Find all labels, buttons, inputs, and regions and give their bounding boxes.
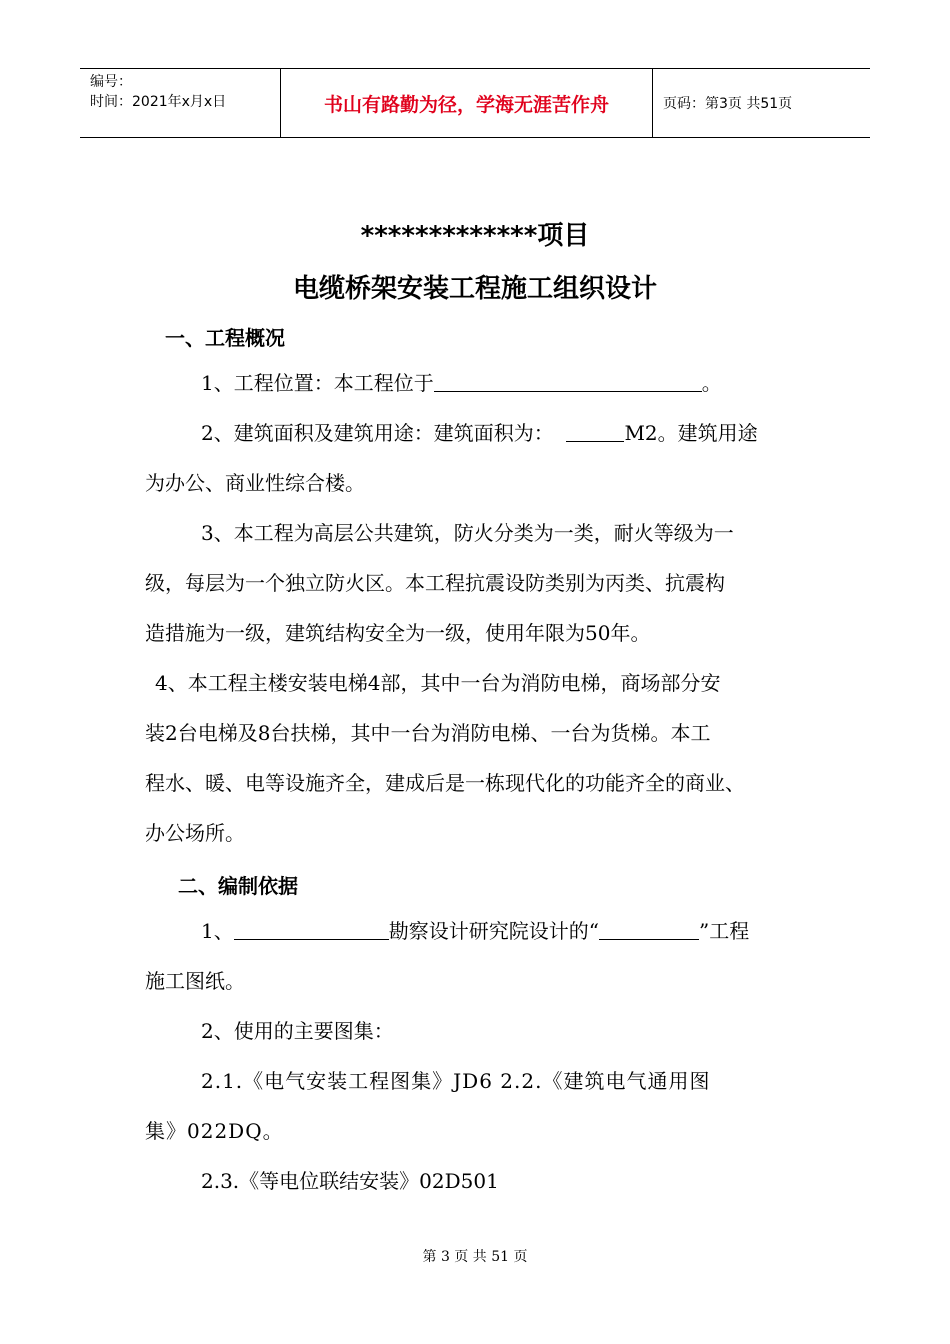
text: M2。建筑用途 bbox=[624, 421, 758, 445]
blank-underline bbox=[566, 419, 624, 442]
header-page-info: 页码：第3页 共51页 bbox=[663, 96, 793, 112]
paragraph-location bbox=[145, 358, 815, 408]
text: 。 bbox=[701, 371, 722, 395]
paragraph-atlas-list bbox=[145, 1056, 815, 1156]
text: 造措施为一级，建筑结构安全为一级，使用年限为50年。 bbox=[145, 621, 651, 645]
text: 办公场所。 bbox=[145, 821, 245, 845]
text: 1、工程位置：本工程位于 bbox=[201, 371, 434, 395]
paragraph-design-institute bbox=[145, 906, 815, 1006]
text: 为办公、商业性综合楼。 bbox=[145, 471, 365, 495]
text: 施工图纸。 bbox=[145, 969, 245, 993]
paragraph-atlases bbox=[145, 1006, 815, 1056]
header-meta bbox=[80, 69, 281, 137]
paragraph-elevators bbox=[155, 658, 825, 708]
section-heading-overview: 一、工程概况 bbox=[165, 326, 285, 350]
text: 2、使用的主要图集： bbox=[201, 1019, 394, 1043]
number-label: 编号： bbox=[90, 74, 132, 90]
text: 装2台电梯及8台扶梯，其中一台为消防电梯、一台为货梯。本工 bbox=[145, 721, 711, 745]
text: 集》022DQ。 bbox=[145, 1119, 284, 1143]
text: 2.1.《电气安装工程图集》JD6 2.2.《建筑电气通用图 bbox=[201, 1069, 711, 1093]
header-table bbox=[80, 68, 870, 138]
paragraph-equipotential bbox=[145, 1156, 815, 1206]
blank-underline bbox=[599, 917, 699, 940]
text: 级，每层为一个独立防火区。本工程抗震设防类别为丙类、抗震构 bbox=[145, 571, 725, 595]
paragraph-elevators-cont bbox=[145, 708, 815, 858]
paragraph-area bbox=[145, 408, 815, 508]
paragraph-fire-class bbox=[145, 508, 815, 658]
document-title-line2: 电缆桥架安装工程施工组织设计 bbox=[292, 274, 657, 304]
blank-underline bbox=[434, 369, 702, 392]
text: 勘察设计研究院设计的“ bbox=[388, 919, 599, 943]
text: 2.3.《等电位联结安装》02D501 bbox=[201, 1169, 499, 1193]
text: 1、 bbox=[201, 919, 234, 943]
time-label: 时间：2021年x月x日 bbox=[90, 94, 227, 110]
text: 3、本工程为高层公共建筑，防火分类为一类，耐火等级为一 bbox=[201, 521, 734, 545]
header-motto: 书山有路勤为径，学海无涯苦作舟 bbox=[281, 69, 653, 137]
section-heading-basis: 二、编制依据 bbox=[178, 874, 298, 898]
text: ”工程 bbox=[698, 919, 750, 943]
page-footer: 第 3 页 共 51 页 bbox=[422, 1249, 528, 1265]
text: 程水、暖、电等设施齐全，建成后是一栋现代化的功能齐全的商业、 bbox=[145, 771, 745, 795]
blank-underline bbox=[234, 917, 389, 940]
text: 4、本工程主楼安装电梯4部，其中一台为消防电梯，商场部分安 bbox=[155, 671, 721, 695]
document-title-line1: *************项目 bbox=[360, 221, 590, 251]
text: 2、建筑面积及建筑用途：建筑面积为： bbox=[201, 421, 567, 445]
